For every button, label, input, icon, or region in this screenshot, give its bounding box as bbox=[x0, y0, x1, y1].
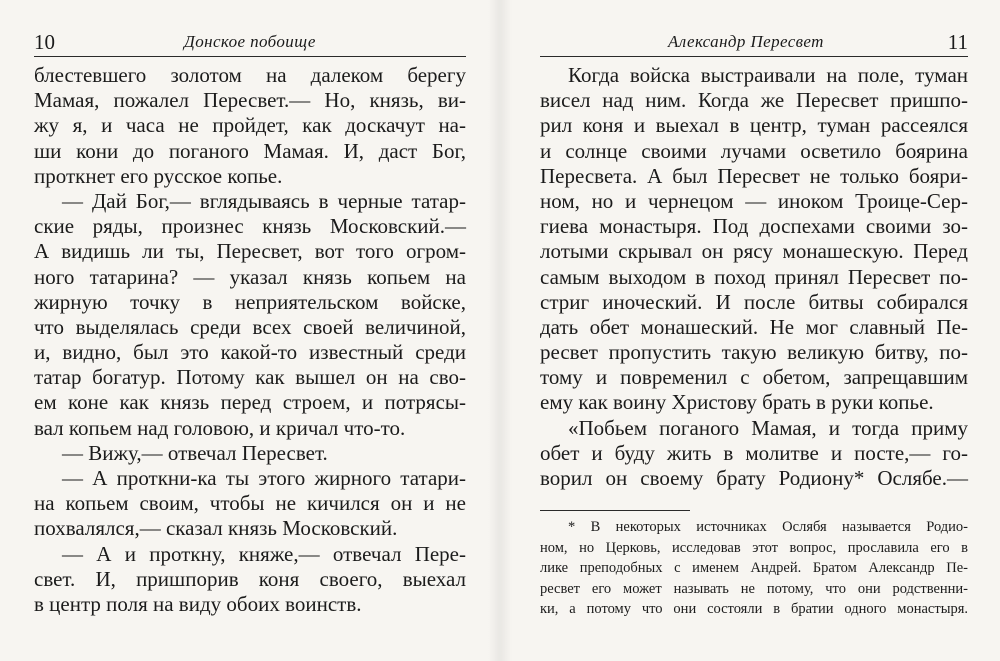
footnote-line: лике преподобных с именем Андрей. Братом Александр Пе- bbox=[540, 560, 968, 577]
text-line: дать обет монашеский. Не мог славный Пе- bbox=[540, 314, 968, 339]
footnote bbox=[540, 517, 968, 620]
text-line: «Побьем поганого Мамая, и тогда приму bbox=[568, 415, 968, 440]
text-line: обет и буду жить в молитве и посте,— го- bbox=[540, 440, 968, 465]
text-line: на копьем своим, чтобы не кичился он и не bbox=[34, 491, 466, 516]
text-line: жу я, и часа не пройдет, как доскачут на- bbox=[34, 113, 466, 138]
text-line: похвалялся,— сказал князь Московский. bbox=[34, 516, 398, 541]
text-line: самым выходом в поход принял Пересвет по- bbox=[540, 264, 968, 289]
right-running-head: Александр Пересвет bbox=[668, 32, 824, 51]
footnote-line: ресвет его может называть не потому, что они родственни- bbox=[540, 580, 968, 597]
text-line: что выделялась среди всех своей величиной, bbox=[34, 314, 466, 339]
text-line: ворил он своему брату Родиону* Ослябе.— bbox=[540, 466, 968, 490]
right-page-number: 11 bbox=[947, 30, 968, 54]
text-line: стриг иноческий. И после битвы собирался bbox=[540, 289, 968, 314]
text-line: ские ряды, произнес князь Московский.— bbox=[34, 214, 466, 239]
footnote-rule bbox=[540, 510, 690, 511]
footnote-line: ки, а потому что они состояли в братии одного монастыря. bbox=[540, 601, 968, 618]
right-page-header bbox=[540, 24, 968, 57]
left-page-number: 10 bbox=[34, 30, 55, 54]
text-line: А видишь ли ты, Пересвет, вот того огром- bbox=[34, 239, 466, 264]
text-line: рил коня и выехал в центр, туман рассеялся bbox=[540, 113, 968, 138]
text-line: ном, но и чернецом — иноком Троице-Сер- bbox=[540, 188, 968, 213]
text-line: — Вижу,— отвечал Пересвет. bbox=[62, 440, 328, 465]
right-page-text bbox=[540, 63, 968, 491]
text-line: жирную точку в неприятельском войске, bbox=[34, 289, 466, 314]
left-running-head: Донское побоище bbox=[184, 32, 316, 51]
text-line: тому и повременил с обетом, запрещавшим bbox=[540, 365, 968, 390]
text-line: Мамая, пожалел Пересвет.— Но, князь, ви- bbox=[34, 88, 466, 113]
text-line: ресвет пропустить такую великую битву, по- bbox=[540, 340, 968, 365]
text-line: Пересвета. А был Пересвет не только бояри- bbox=[540, 163, 968, 188]
text-line: вал копьем над головою, и кричал что-то. bbox=[34, 415, 406, 440]
right-page bbox=[500, 0, 1000, 661]
text-line: ему как воину Христову брать в руки копье. bbox=[540, 390, 934, 415]
text-line: — А и проткну, княже,— отвечал Пере- bbox=[62, 541, 466, 566]
text-line: блестевшего золотом на далеком берегу bbox=[34, 63, 466, 87]
text-line: гиева монастыря. Под доспехами своими зо- bbox=[540, 214, 968, 239]
text-line: — А проткни-ка ты этого жирного татари- bbox=[62, 466, 466, 490]
text-line: и, видно, был это какой-то известный среди bbox=[34, 340, 466, 365]
text-line: в центр поля на виду обоих воинств. bbox=[34, 591, 362, 616]
footnote-line: ном, но Церковь, исследовав этот вопрос, прославила его в bbox=[540, 539, 968, 556]
text-line: — Дай Бог,— вглядываясь в черные татар- bbox=[62, 188, 466, 213]
text-line: свет. И, пришпорив коня своего, выехал bbox=[34, 566, 466, 591]
text-line: висел над ним. Когда же Пересвет пришпо- bbox=[540, 88, 968, 113]
text-line: и солнце своими лучами осветило боярина bbox=[540, 138, 968, 163]
text-line: татар богатур. Потому как вышел он на сво- bbox=[34, 365, 466, 390]
left-page-header bbox=[34, 24, 466, 57]
left-page-text bbox=[34, 63, 466, 617]
footnote-line: * В некоторых источниках Ослябя называется Родио- bbox=[568, 519, 968, 535]
text-line: ного татарина? — указал князь копьем на bbox=[34, 264, 466, 289]
text-line: лотыми скрывал он рясу монашескую. Перед bbox=[540, 239, 968, 264]
text-line: Когда войска выстраивали на поле, туман bbox=[568, 63, 968, 87]
text-line: ши кони до поганого Мамая. И, даст Бог, bbox=[34, 138, 466, 163]
text-line: проткнет его русское копье. bbox=[34, 163, 283, 188]
text-line: ем коне как князь перед строем, и потрясы- bbox=[34, 390, 466, 415]
